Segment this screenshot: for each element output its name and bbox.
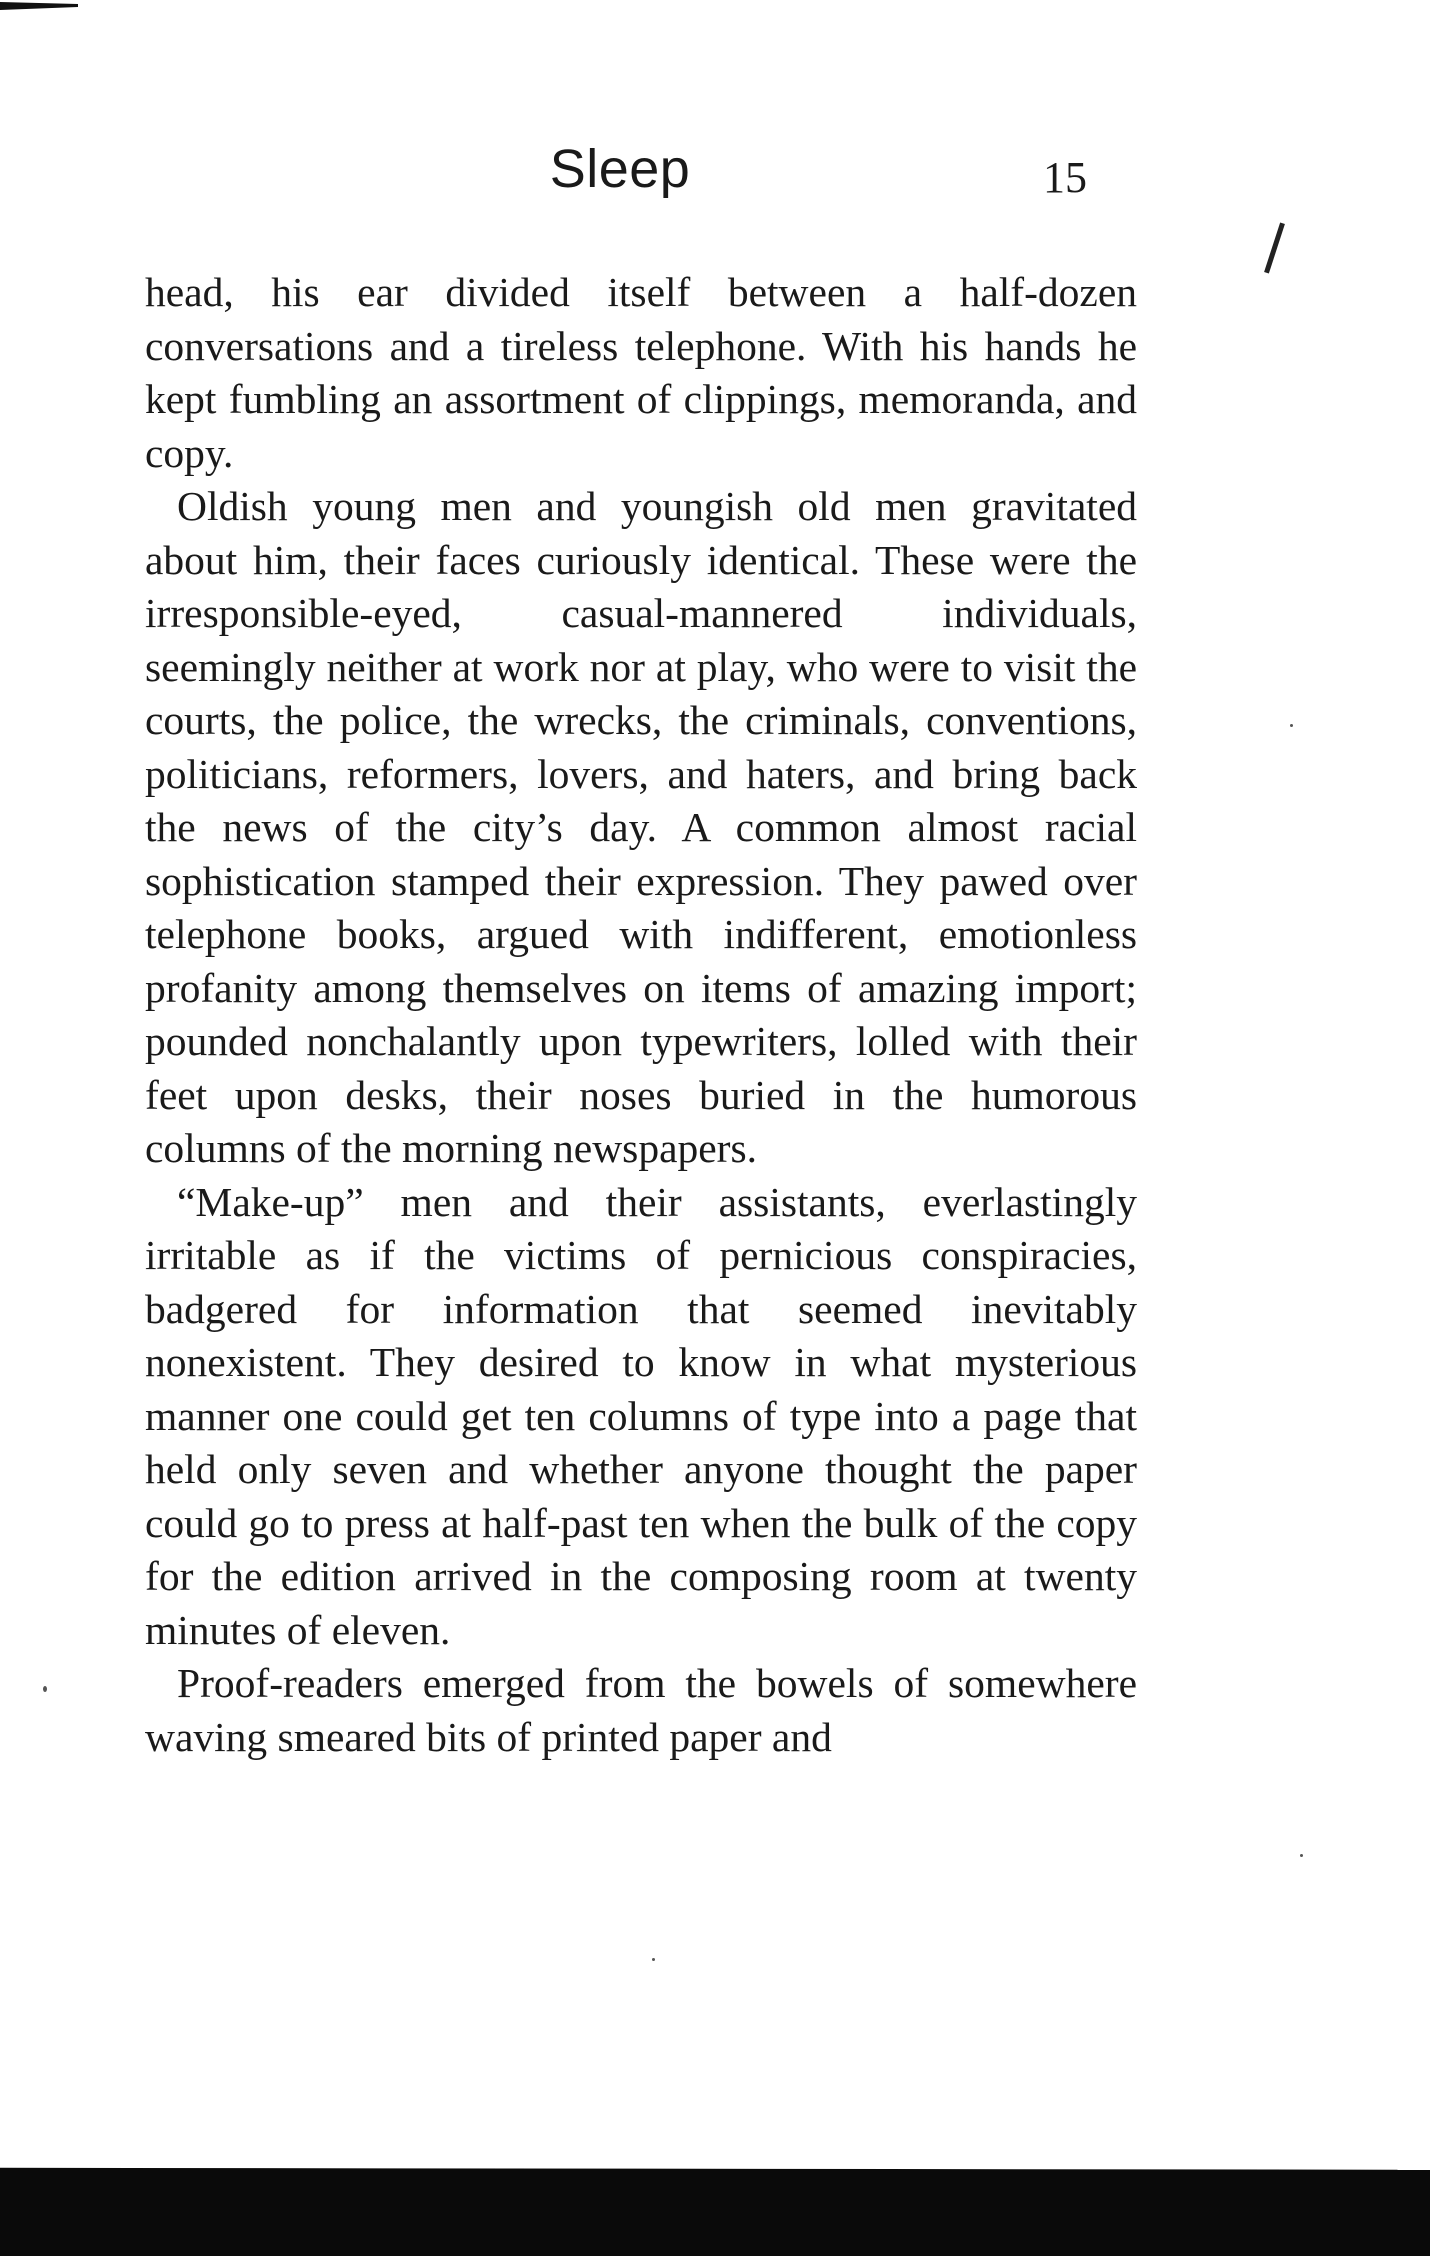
paragraph: Oldish young men and youngish old men gravitated about him, their faces curiously identical. These were the irresponsible-eyed, casual-mannered individuals, seemingly neither at work nor at play, who were to visit the courts, the police, the wrecks, the criminals, conventions, politicians, reformers, lovers, and haters, and bring back the news of the city’s day. A common almost racial sophistication stamped their expression. They pawed over telephone books, argued with indifferent, emotionless profanity among themselves on items of amazing import; pounded nonchalantly upon typewriters, lolled with their feet upon desks, their noses buried in the humorous columns of the morning newspapers. xyxy=(145,483,1137,1171)
paragraph: “Make-up” men and their assistants, everlastingly irritable as if the victims of pernicious conspiracies, badgered for information that seemed inevitably nonexistent. They desired to know in what mysterious manner one could get ten columns of type into a page that held only seven and whether anyone thought the paper could go to press at half-past ten when the bulk of the copy for the edition arrived in the composing room at twenty minutes of eleven. xyxy=(145,1178,1137,1653)
paragraph: head, his ear divided itself between a half-dozen conversations and a tireless telephone. With his hands he kept fumbling an assortment of clippings, memoranda, and copy. xyxy=(145,269,1137,476)
paragraph: Proof-readers emerged from the bowels of somewhere waving smeared bits of printed paper and xyxy=(145,1660,1137,1760)
body-text xyxy=(145,266,1137,1764)
page-number: 15 xyxy=(1043,153,1087,202)
scan-corner-mark xyxy=(0,0,78,10)
scan-speck xyxy=(1300,1854,1303,1857)
scan-speck xyxy=(652,1958,655,1961)
running-header-title: Sleep xyxy=(549,139,691,199)
scan-speck xyxy=(43,1686,47,1692)
scan-bottom-edge xyxy=(0,2158,1430,2256)
stray-pencil-mark xyxy=(1264,222,1285,273)
scan-speck xyxy=(1290,724,1293,727)
